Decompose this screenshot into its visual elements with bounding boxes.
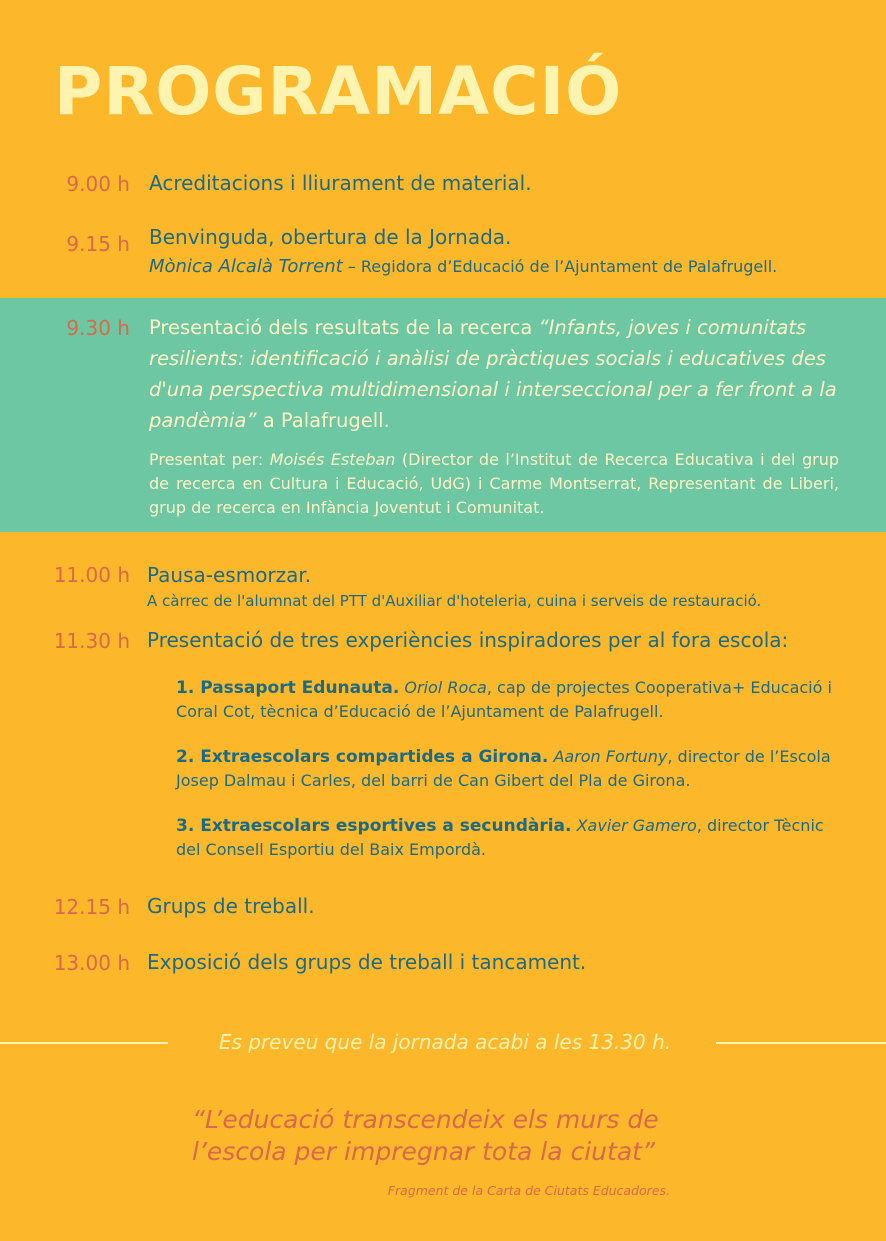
experience-person: Oriol Roca [404,678,487,697]
event-time: 11.00 h [53,563,130,587]
event-title-lead: Presentació dels resultats de la recerca [149,316,539,339]
event-time: 13.00 h [53,951,130,975]
speaker-role: – Regidora d’Educació de l’Ajuntament de Palafrugell. [342,257,778,276]
experience-detail: , director de l’Escola Josep Dalmau i Carles, del barri de Can Gibert del Pla de Girona. [176,747,831,790]
quote: “L’educació transcendeix els murs de l’escola per impregnar tota la ciutat” [192,1105,659,1166]
presented-by-label: Presentat per: [149,450,270,469]
divider-right [716,1042,886,1044]
event-time: 11.30 h [53,629,130,653]
experience-label: 3. Extraescolars esportives a secundària. [176,816,572,836]
event-title: Pausa-esmorzar. [147,563,312,587]
event-time: 9.30 h [66,316,130,340]
experience-detail: , director Tècnic del Consell Esportiu del Baix Empordà. [176,816,824,859]
event-title-tail: a Palafrugell. [256,409,390,432]
event-subtitle: A càrrec de l'alumnat del PTT d'Auxiliar d'hoteleria, cuina i serveis de restauració. [147,592,762,610]
divider-left [0,1042,168,1044]
event-title [149,312,849,436]
event-title: Presentació de tres experiències inspiradores per al fora escola: [147,628,789,652]
event-time: 12.15 h [53,895,130,919]
experience-item [176,814,836,861]
presenters [149,448,839,520]
experience-person: Aaron Fortuny [553,747,668,766]
event-title: Grups de treball. [147,894,315,918]
event-title: Acreditacions i lliurament de material. [149,171,532,195]
presenter-name: Moisés Esteban [269,450,396,469]
research-title: “Infants, joves i comunitats resilients: identificació i anàlisi de pràctiques socials i educatives des d'una perspectiva multidimensional i interseccional per a fer front a la pandèmia” [149,316,837,432]
closing-note: Es preveu que la jornada acabi a les 13.30 h. [218,1030,672,1054]
speaker-name: Mònica Alcalà Torrent [149,256,343,277]
experience-person: Xavier Gamero [576,816,697,835]
experience-label: 2. Extraescolars compartides a Girona. [176,747,549,767]
experience-item [176,676,836,723]
event-title: Exposició dels grups de treball i tancament. [147,950,587,974]
event-speaker [149,257,777,277]
quote-source: Fragment de la Carta de Ciutats Educadores. [387,1183,670,1198]
experience-label: 1. Passaport Edunauta. [176,678,400,698]
event-time: 9.15 h [66,232,130,256]
experience-item [176,745,836,792]
presenter-detail: (Director de l’Institut de Recerca Educativa i del grup de recerca en Cultura i Educació, UdG) i Carme Montserrat, Representant de Liberi, grup de recerca en Infància Joventut i Comunitat. [149,450,839,517]
closing-note-row [0,1028,886,1058]
experience-detail: , cap de projectes Cooperativa+ Educació i Coral Cot, tècnica d’Educació de l’Ajuntament de Palafrugell. [176,678,832,721]
page-title: PROGRAMACIÓ [54,53,623,130]
event-title: Benvinguda, obertura de la Jornada. [149,225,512,249]
highlight-band [0,298,886,532]
event-time: 9.00 h [66,172,130,196]
